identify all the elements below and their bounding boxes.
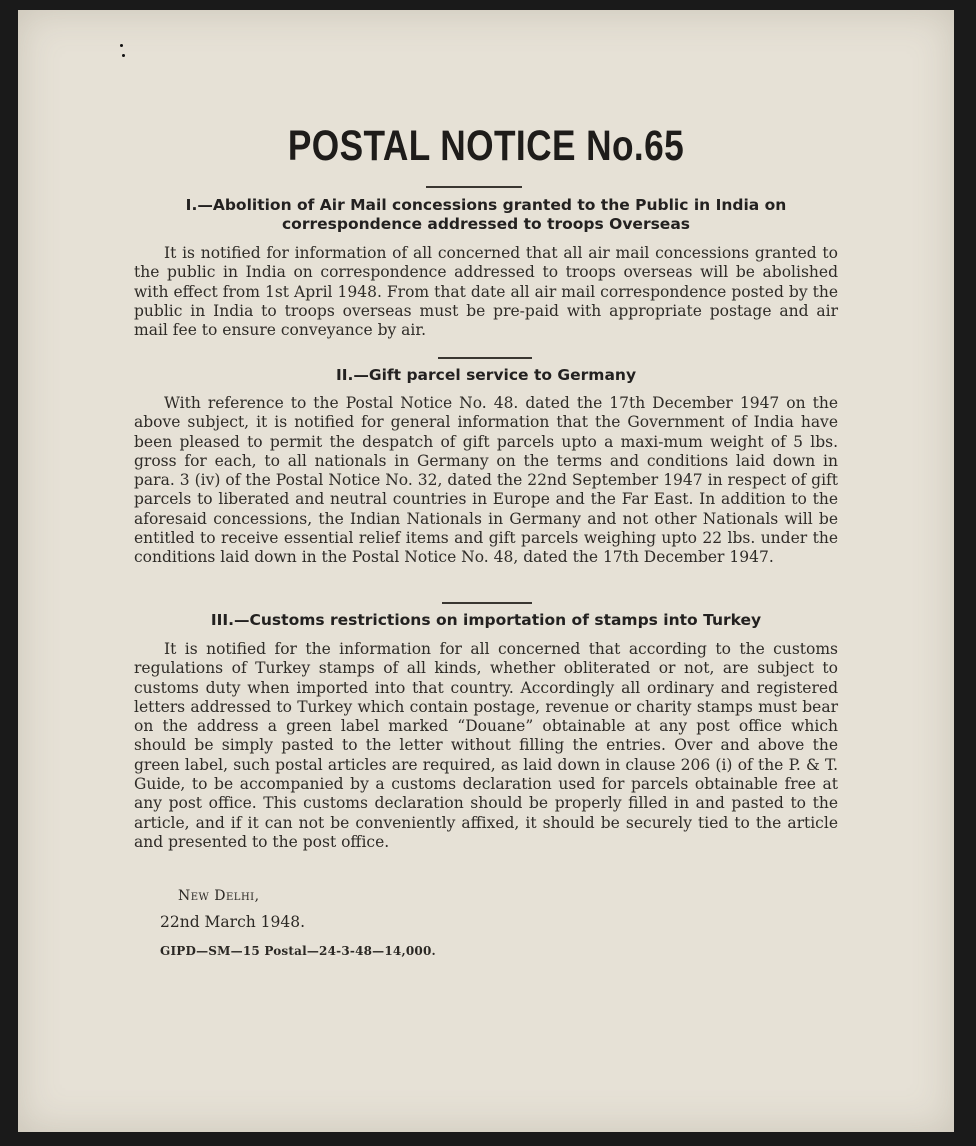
issue-date: 22nd March 1948. xyxy=(160,913,306,931)
section-3-text: It is notified for the information for all concerned that according to the customs regulations of Turkey stamps of all kinds, whether obliterated or not, are subject to customs duty when imported into that country. Accordingly all ordinary and registered letters addressed to Turkey which contain postage, revenue or charity stamps must bear on the address a green label marked “Douane” obtainable at any post office which should be simply pasted to the letter without filling the entries. Over and above the green label, such postal articles are required, as laid down in clause 206 (i) of the P. & T. Guide, to be accompanied by a customs declaration used for parcels obtainable free at any post office. This customs declaration should be properly filled in and pasted to the article, and if it can not be conveniently affixed, it should be securely tied to the article and presented to the post office. xyxy=(134,640,838,851)
section-2-heading xyxy=(18,366,954,385)
section-1-heading xyxy=(18,196,954,234)
section-3-heading xyxy=(18,611,954,630)
section-2-heading-line1: II.—Gift parcel service to Germany xyxy=(335,366,637,384)
section-1-body xyxy=(134,244,838,340)
section-2-body xyxy=(134,394,838,568)
section-1-heading-line2: correspondence addressed to troops Overseas xyxy=(281,215,691,233)
section-3-heading-line1: III.—Customs restrictions on importation of stamps into Turkey xyxy=(210,611,762,629)
issue-place: New Delhi, xyxy=(178,888,260,904)
section-2-text: With reference to the Postal Notice No. 48. dated the 17th December 1947 on the above subject, it is notified for general information that the Government of India have been pleased to permit the despatch of gift parcels upto a maxi-mum weight of 5 lbs. gross for each, to all nationals in Germany on the terms and conditions laid down in para. 3 (iv) of the Postal Notice No. 32, dated the 22nd September 1947 in respect of gift parcels to liberated and neutral countries in Europe and the Far East. In addition to the aforesaid concessions, the Indian Nationals in Germany and not other Nationals will be entitled to receive essential relief items and gift parcels weighing upto 22 lbs. under the conditions laid down in the Postal Notice No. 48, dated the 17th December 1947. xyxy=(134,394,838,567)
divider xyxy=(442,602,532,604)
ink-speck xyxy=(122,54,125,57)
divider xyxy=(426,186,522,188)
section-1-heading-line1: I.—Abolition of Air Mail concessions granted to the Public in India on xyxy=(185,196,787,214)
section-3-body xyxy=(134,640,838,852)
printer-imprint: GIPD—SM—15 Postal—24-3-48—14,000. xyxy=(160,944,436,958)
notice-title: POSTAL NOTICE No.65 xyxy=(287,122,685,170)
section-1-text: It is notified for information of all concerned that all air mail concessions granted to the public in India on correspondence addressed to troops overseas will be abolished with effect from 1st April 1948. From that date all air mail correspondence posted by the public in India to troops overseas must be pre-paid with appropriate postage and air mail fee to ensure conveyance by air. xyxy=(134,244,838,340)
ink-speck xyxy=(120,44,123,47)
postal-notice-document xyxy=(18,10,954,1132)
divider xyxy=(438,357,532,359)
